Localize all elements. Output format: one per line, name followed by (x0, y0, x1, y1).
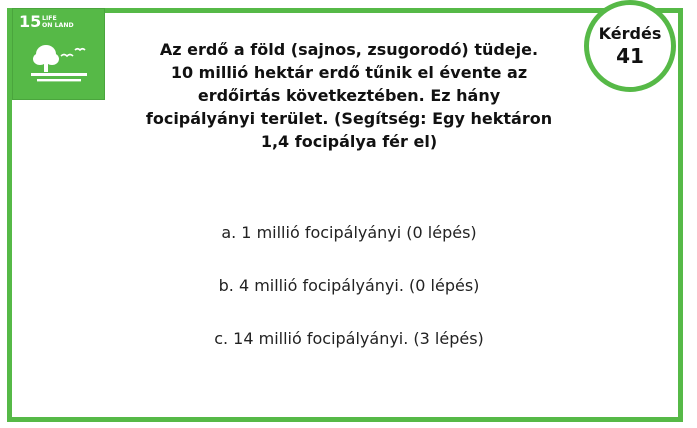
question-number-badge (584, 0, 676, 92)
sdg-15-badge (12, 8, 105, 100)
sdg-title-line2: ON LAND (42, 22, 74, 29)
question-text (118, 38, 580, 153)
question-line: 10 millió hektár erdő tűnik el évente az (170, 63, 528, 82)
answer-list (118, 222, 580, 381)
sdg-number: 15 (19, 12, 42, 31)
question-line: focipályányi terület. (Segítség: Egy hektáron (145, 109, 553, 128)
question-label: Kérdés (598, 24, 662, 43)
question-line: erdőirtás következtében. Ez hány (197, 86, 501, 105)
question-number: 41 (616, 44, 644, 68)
answer-option-c[interactable]: c. 14 millió focipályányi. (3 lépés) (214, 329, 484, 348)
tree-and-birds-icon (31, 41, 91, 85)
question-line: 1,4 focipálya fér el) (260, 132, 438, 151)
answer-option-b[interactable]: b. 4 millió focipályányi. (0 lépés) (218, 276, 480, 295)
sdg-title (42, 15, 82, 29)
question-line: Az erdő a föld (sajnos, zsugorodó) tüdeje. (159, 40, 539, 59)
sdg-title-line1: LIFE (42, 15, 57, 22)
answer-option-a[interactable]: a. 1 millió focipályányi (0 lépés) (221, 223, 477, 242)
